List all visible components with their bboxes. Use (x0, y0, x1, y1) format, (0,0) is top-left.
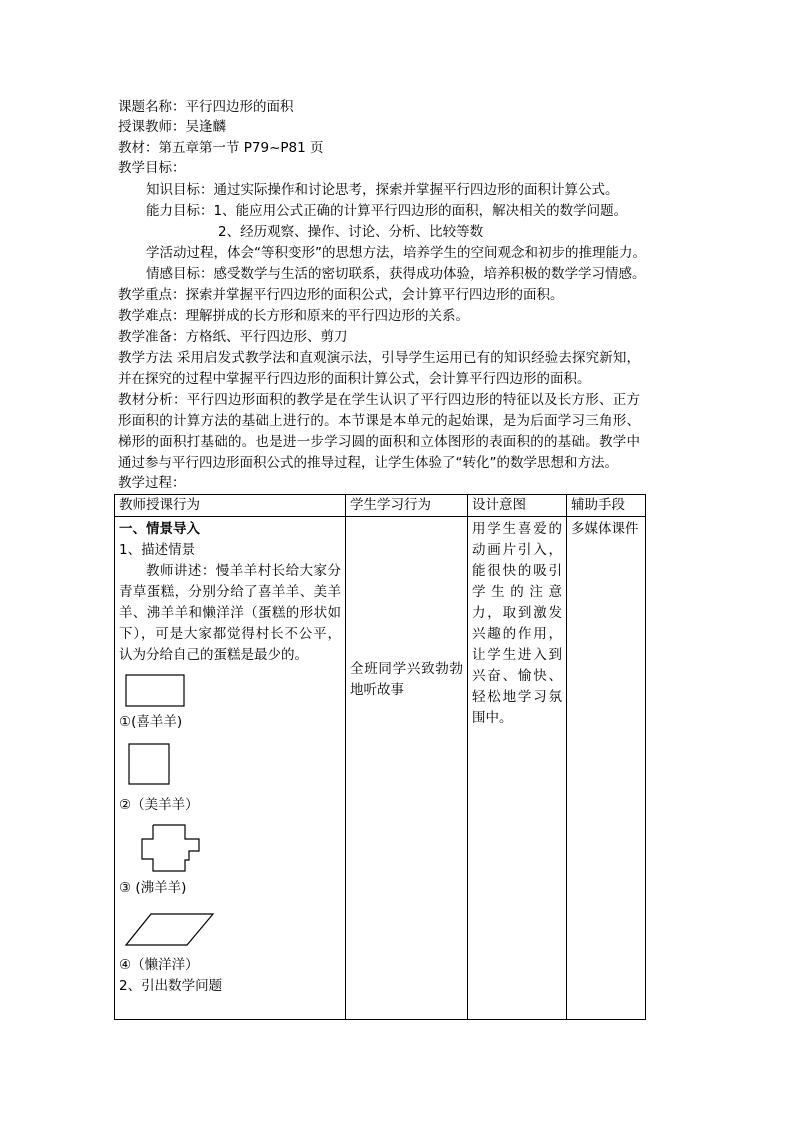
step-1: 1、描述情景 (119, 542, 196, 558)
design-intent: 用学生喜爱的动画片引入，能很快的吸引学生的注意力，取到激发兴趣的作用，让学生进入到兴奋、愉快、轻松地学习氛围中。 (472, 521, 562, 726)
shape-1-label: ①(喜羊羊) (119, 714, 183, 730)
knowledge-goal: 知识目标：通过实际操作和讨论思考，探索并掌握平行四边形的面积计算公式。 (146, 182, 619, 198)
ability-goal-2: 2、经历观察、操作、讨论、分析、比较等数 (218, 224, 484, 240)
student-cell (346, 517, 468, 1020)
shape-2-label: ②（美羊羊） (119, 797, 199, 813)
teacher-line: 授课教师：吴逢麟 (118, 119, 226, 135)
preparation: 教学准备：方格纸、平行四边形、剪刀 (118, 329, 348, 345)
irregular-shape (141, 824, 211, 874)
student-behavior: 全班同学兴致勃勃地听故事 (350, 661, 463, 698)
rectangle-shape (125, 674, 187, 708)
process-heading: 教学过程： (118, 475, 186, 491)
header-student: 学生学习行为 (346, 495, 468, 517)
table-row (115, 517, 646, 1020)
table-header-row (115, 495, 646, 517)
material-analysis: 教材分析：平行四边形面积的教学是在学生认识了平行四边形的特征以及长方形、正方形面积的计算方法的基础上进行的。本节课是本单元的起始课，是为后面学习三角形、梯形的面积打基础的。也是进一步学习圆的面积和立体图形的表面积的的基础。教学中通过参与平行四边形面积公式的推导过程，让学生体验了“转化”的数学思想和方法。 (118, 392, 640, 471)
difficulties: 教学难点：理解拼成的长方形和原来的平行四边形的关系。 (118, 308, 469, 324)
section-title: 一、情景导入 (119, 521, 200, 537)
ability-goal-cont: 学活动过程，体会“等积变形”的思想方法，培养学生的空间观念和初步的推理能力。 (146, 245, 646, 261)
shape-3-label: ③ (沸羊羊) (119, 880, 187, 896)
process-table (114, 494, 646, 1020)
story-text: 教师讲述：慢羊羊村长给大家分青草蛋糕，分别分给了喜羊羊、美羊羊、沸羊羊和懒洋洋（蛋糕的形状如下），可是大家都觉得村长不公平，认为分给自己的蛋糕是最少的。 (119, 563, 341, 663)
textbook-line: 教材：第五章第一节 P79~P81 页 (118, 140, 324, 156)
square-shape (125, 743, 171, 789)
header-intent: 设计意图 (468, 495, 567, 517)
goals-heading: 教学目标： (118, 160, 186, 176)
emotion-goal: 情感目标：感受数学与生活的密切联系，获得成功体验，培养积极的数学学习情感。 (146, 266, 646, 282)
teaching-method: 教学方法 采用启发式教学法和直观演示法，引导学生运用已有的知识经验去探究新知，并在探究的过程中掌握平行四边形的面积计算公式，会计算平行四边形的面积。 (118, 350, 640, 387)
key-points: 教学重点：探索并掌握平行四边形的面积公式，会计算平行四边形的面积。 (118, 287, 564, 303)
lesson-title: 课题名称：平行四边形的面积 (118, 99, 294, 115)
parallelogram-shape (125, 913, 215, 947)
shape-4-label: ④（懒洋洋） (119, 957, 199, 973)
teaching-aids: 多媒体课件 (571, 521, 639, 537)
intent-cell (468, 517, 567, 1020)
ability-goal-1: 能力目标：1、能应用公式正确的计算平行四边形的面积，解决相关的数学问题。 (146, 203, 628, 219)
header-teacher: 教师授课行为 (115, 495, 346, 517)
teacher-cell (115, 517, 346, 1020)
step-2: 2、引出数学问题 (119, 978, 223, 994)
header-aids: 辅助手段 (567, 495, 646, 517)
aids-cell (567, 517, 646, 1020)
